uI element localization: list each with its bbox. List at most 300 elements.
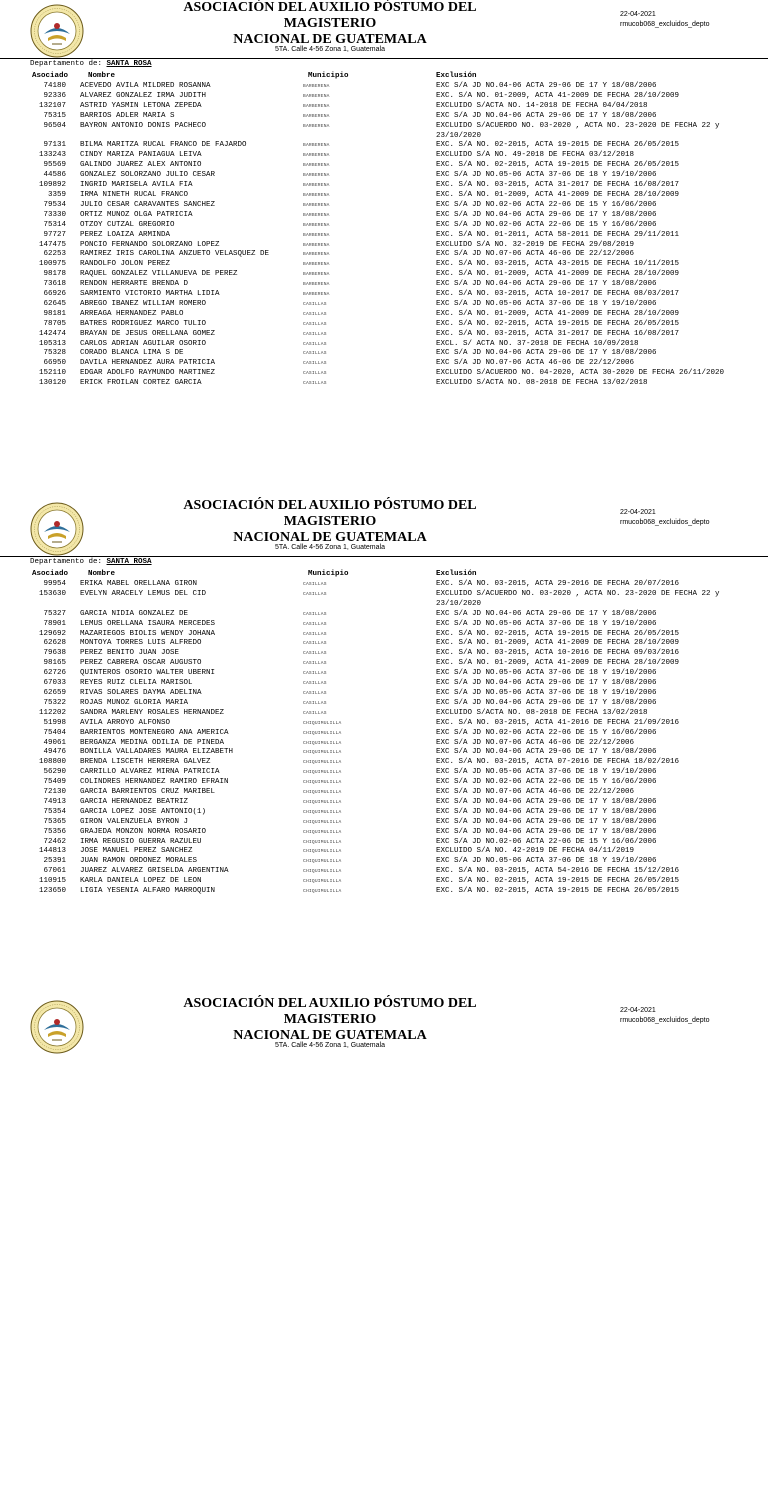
municipio: CASILLAS	[303, 621, 327, 627]
municipio: CHIQUIMULILLA	[303, 889, 342, 895]
table-row	[0, 250, 768, 260]
exclusion-detail: EXC. S/A NO. 01-2009, ACTA 41-2009 DE FECHA 28/10/2009	[436, 659, 680, 668]
exclusion-detail: EXC S/A JD NO.02-06 ACTA 22-06 DE 15 Y 16/06/2006	[436, 220, 657, 229]
table-row	[0, 649, 768, 659]
report-meta	[620, 1006, 710, 1026]
table-row	[0, 857, 768, 867]
municipio: CASILLAS	[303, 681, 327, 687]
exclusion-detail: EXCLUIDO S/ACTA NO. 14-2018 DE FECHA 04/04/2018	[436, 101, 648, 110]
municipio: CASILLAS	[303, 661, 327, 667]
exclusion-detail: EXC S/A JD NO.04-06 ACTA 29-06 DE 17 Y 18/08/2006	[436, 698, 657, 707]
table-row	[0, 669, 768, 679]
municipio: CHIQUIMULILLA	[303, 869, 342, 875]
municipio: CASILLAS	[303, 641, 327, 647]
member-name: ASTRID YASMIN LETONA ZEPEDA	[80, 101, 202, 110]
exclusion-detail: EXCLUIDO S/ACUERDO NO. 04-2020, ACTA 30-2020 DE FECHA 26/11/2020	[436, 369, 725, 378]
member-name: JOSE MANUEL PEREZ SANCHEZ	[80, 847, 193, 856]
member-name: ROJAS MUÑOZ GLORIA MARIA	[80, 698, 189, 707]
table-row	[0, 719, 768, 729]
member-name: GARCIA LOPEZ JOSE ANTONIO(1)	[80, 807, 207, 816]
exclusion-detail: EXC. S/A NO. 01-2009, ACTA 41-2009 DE FECHA 28/10/2009	[436, 639, 680, 648]
exclusion-detail: EXC S/A JD NO.04-06 ACTA 29-06 DE 17 Y 18/08/2006	[436, 210, 657, 219]
table-row	[0, 359, 768, 369]
municipio: BARBERENA	[303, 252, 330, 258]
table-row	[0, 310, 768, 320]
exclusion-detail: EXC S/A JD NO.07-06 ACTA 46-06 DE 22/12/2006	[436, 788, 635, 797]
member-id: 62726	[43, 669, 66, 678]
exclusion-detail: EXC. S/A NO. 01-2009, ACTA 41-2009 DE FECHA 28/10/2009	[436, 190, 680, 199]
header-divider	[0, 58, 768, 59]
municipio: CASILLAS	[303, 331, 327, 337]
member-name: AVILA ARROYO ALFONSO	[80, 718, 171, 727]
member-id: 75314	[43, 220, 66, 229]
municipio: CHIQUIMULILLA	[303, 760, 342, 766]
member-id: 75365	[43, 817, 66, 826]
member-name: JUAN RAMON ORDOÑEZ MORALES	[80, 857, 198, 866]
report-date: 22-04-2021	[620, 509, 656, 516]
exclusion-detail: EXC S/A JD NO.04-06 ACTA 29-06 DE 17 Y 18/08/2006	[436, 349, 657, 358]
member-id: 74180	[43, 82, 66, 90]
exclusion-detail: EXC S/A JD NO.02-06 ACTA 22-06 DE 15 Y 16/06/2006	[436, 728, 657, 737]
municipio: CASILLAS	[303, 381, 327, 387]
member-name: COLINDRES HERNANDEZ RAMIRO EFRAIN	[80, 778, 229, 787]
title-line: NACIONAL DE GUATEMALA	[233, 530, 427, 545]
exclusion-detail: EXCL. S/ ACTA NO. 37-2018 DE FECHA 10/09/2018	[436, 339, 639, 348]
member-id: 44586	[43, 171, 66, 180]
member-name: JUAREZ ALVAREZ GRISELDA ARGENTINA	[80, 867, 229, 876]
member-id: 97727	[43, 230, 66, 239]
member-id: 62645	[43, 299, 66, 308]
member-id: 74913	[43, 797, 66, 806]
municipio: CHIQUIMULILLA	[303, 730, 342, 736]
department-line	[30, 60, 152, 69]
exclusion-detail: EXC S/A JD NO.07-06 ACTA 46-06 DE 22/12/2006	[436, 738, 635, 747]
municipio: CHIQUIMULILLA	[303, 720, 342, 726]
table-row	[0, 161, 768, 171]
exclusion-detail: EXC. S/A NO. 03-2015, ACTA 07-2016 DE FECHA 18/02/2016	[436, 758, 680, 767]
exclusion-table	[0, 580, 768, 897]
table-row	[0, 102, 768, 112]
member-id: 75356	[43, 827, 66, 836]
municipio: CASILLAS	[303, 371, 327, 377]
report-address: 5TA. Calle 4-56 Zona 1, Guatemala	[275, 46, 385, 53]
member-id: 99954	[43, 580, 66, 588]
exclusion-detail: EXC S/A JD NO.07-06 ACTA 46-06 DE 22/12/2006	[436, 359, 635, 368]
member-name: CARLOS ADRIAN AGUILAR OSORIO	[80, 339, 207, 348]
member-name: GARCIA HERNANDEZ BEATRIZ	[80, 797, 189, 806]
exclusion-detail: EXC S/A JD NO.05-06 ACTA 37-06 DE 18 Y 19/10/2006	[436, 669, 657, 678]
member-name: BILMA MARITZA RUCAL FRANCO DE FAJARDO	[80, 141, 247, 150]
table-row	[0, 659, 768, 669]
exclusion-detail: EXC S/A JD NO.04-06 ACTA 29-06 DE 17 Y 18/08/2006	[436, 817, 657, 826]
municipio: CASILLAS	[303, 700, 327, 706]
member-name: GARCIA BARRIENTOS CRUZ MARIBEL	[80, 788, 216, 797]
member-id: 152110	[38, 369, 66, 378]
member-id: 95569	[43, 161, 66, 170]
member-name: BRAYAN DE JESUS ORELLANA GOMEZ	[80, 329, 216, 338]
table-row	[0, 808, 768, 818]
member-name: GRAJEDA MONZON NORMA ROSARIO	[80, 827, 207, 836]
member-id: 100975	[38, 260, 66, 269]
member-id: 109892	[38, 181, 66, 190]
member-id: 75327	[43, 609, 66, 618]
exclusion-detail: EXC S/A JD NO.05-06 ACTA 37-06 DE 18 Y 19/10/2006	[436, 857, 657, 866]
table-row	[0, 330, 768, 340]
exclusion-detail: EXC. S/A NO. 02-2015, ACTA 19-2015 DE FECHA 26/05/2015	[436, 161, 680, 170]
title-line: ASOCIACIÓN DEL AUXILIO PÓSTUMO DEL	[183, 0, 477, 15]
member-id: 49061	[43, 738, 66, 747]
table-row	[0, 679, 768, 689]
table-row	[0, 590, 768, 610]
municipio: CASILLAS	[303, 351, 327, 357]
table-row	[0, 788, 768, 798]
member-id: 142474	[38, 329, 66, 338]
municipio: CASILLAS	[303, 690, 327, 696]
exclusion-detail: EXC S/A JD NO.04-06 ACTA 29-06 DE 17 Y 18/08/2006	[436, 797, 657, 806]
member-name: QUINTEROS OSORIO WALTER UBERNI	[80, 669, 216, 678]
table-row	[0, 709, 768, 719]
exclusion-detail: EXC. S/A NO. 03-2015, ACTA 54-2016 DE FECHA 15/12/2016	[436, 867, 680, 876]
table-row	[0, 171, 768, 181]
member-id: 62659	[43, 688, 66, 697]
association-seal-icon	[30, 502, 84, 556]
table-row	[0, 112, 768, 122]
member-name: CORADO BLANCA LIMA S DE	[80, 349, 184, 358]
title-line: MAGISTERIO	[283, 514, 377, 529]
table-row	[0, 758, 768, 768]
member-id: 62628	[43, 639, 66, 648]
column-header-municipio: Municipio	[308, 72, 349, 80]
exclusion-detail: EXC. S/A NO. 02-2015, ACTA 19-2015 DE FECHA 26/05/2015	[436, 319, 680, 328]
report-page	[0, 498, 768, 996]
member-id: 75354	[43, 807, 66, 816]
table-row	[0, 231, 768, 241]
municipio: CHIQUIMULILLA	[303, 819, 342, 825]
municipio: CASILLAS	[303, 710, 327, 716]
exclusion-detail: EXC. S/A NO. 02-2015, ACTA 19-2015 DE FECHA 26/05/2015	[436, 887, 680, 896]
municipio: CASILLAS	[303, 341, 327, 347]
exclusion-detail: EXC S/A JD NO.02-06 ACTA 22-06 DE 15 Y 16/06/2006	[436, 837, 657, 846]
municipio: BARBERENA	[303, 173, 330, 179]
member-name: RANDOLFO JOLON PEREZ	[80, 260, 171, 269]
table-row	[0, 300, 768, 310]
municipio: CHIQUIMULILLA	[303, 790, 342, 796]
member-id: 79534	[43, 200, 66, 209]
exclusion-detail: EXC. S/A NO. 02-2015, ACTA 19-2015 DE FECHA 26/05/2015	[436, 141, 680, 150]
municipio: CHIQUIMULILLA	[303, 879, 342, 885]
exclusion-detail: EXC. S/A NO. 02-2015, ACTA 19-2015 DE FECHA 26/05/2015	[436, 877, 680, 886]
member-id: 98165	[43, 659, 66, 668]
table-row	[0, 349, 768, 359]
member-name: PEREZ BENITO JUAN JOSE	[80, 649, 180, 658]
column-header-id: Asociado	[32, 570, 69, 578]
member-name: BATRES RODRIGUEZ MARCO TULIO	[80, 319, 207, 328]
exclusion-table	[0, 82, 768, 389]
municipio: BARBERENA	[303, 93, 330, 99]
municipio: CASILLAS	[303, 361, 327, 367]
member-id: 123650	[38, 887, 66, 896]
member-id: 153630	[38, 589, 66, 598]
title-line: MAGISTERIO	[283, 1012, 377, 1027]
exclusion-detail: EXC S/A JD NO.04-06 ACTA 29-06 DE 17 Y 18/08/2006	[436, 679, 657, 688]
member-name: LEMUS ORELLANA ISAURA MERCEDES	[80, 619, 216, 628]
association-seal-icon	[30, 4, 84, 58]
member-name: PEREZ LOAIZA ARMINDA	[80, 230, 171, 239]
member-name: EDGAR ADOLFO RAYMUNDO MARTINEZ	[80, 369, 216, 378]
municipio: CHIQUIMULILLA	[303, 750, 342, 756]
member-id: 92336	[43, 91, 66, 100]
member-id: 62253	[43, 250, 66, 259]
table-row	[0, 689, 768, 699]
table-row	[0, 748, 768, 758]
exclusion-detail: EXCLUIDO S/ACTA NO. 08-2018 DE FECHA 13/02/2018	[436, 379, 648, 388]
member-id: 112202	[38, 708, 66, 717]
report-title	[170, 996, 490, 1044]
table-row	[0, 877, 768, 887]
member-id: 78901	[43, 619, 66, 628]
exclusion-detail: EXC. S/A NO. 03-2015, ACTA 10-2016 DE FECHA 09/03/2016	[436, 649, 680, 658]
table-row	[0, 290, 768, 300]
table-row	[0, 620, 768, 630]
member-id: 105313	[38, 339, 66, 348]
department-line	[30, 558, 152, 567]
member-name: REYES RUIZ CLELIA MARISOL	[80, 679, 193, 688]
member-name: GONZALEZ SOLORZANO JULIO CESAR	[80, 171, 216, 180]
member-id: 75315	[43, 111, 66, 120]
table-row	[0, 82, 768, 92]
municipio: CHIQUIMULILLA	[303, 849, 342, 855]
report-id: rmucob068_excluidos_depto	[620, 519, 710, 526]
member-name: PEREZ CABRERA OSCAR AUGUSTO	[80, 659, 202, 668]
table-row	[0, 379, 768, 389]
municipio: CHIQUIMULILLA	[303, 829, 342, 835]
table-row	[0, 887, 768, 897]
title-line: MAGISTERIO	[283, 16, 377, 31]
column-header-id: Asociado	[32, 72, 69, 80]
exclusion-detail: EXC. S/A NO. 01-2009, ACTA 41-2009 DE FECHA 28/10/2009	[436, 309, 680, 318]
report-meta	[620, 10, 710, 30]
member-name: ACEVEDO AVILA MILDRED ROSANNA	[80, 82, 211, 90]
report-address: 5TA. Calle 4-56 Zona 1, Guatemala	[275, 544, 385, 551]
member-id: 66950	[43, 359, 66, 368]
report-page	[0, 0, 768, 498]
table-row	[0, 847, 768, 857]
table-row	[0, 320, 768, 330]
municipio: CASILLAS	[303, 321, 327, 327]
member-id: 96504	[43, 121, 66, 130]
member-name: BERGANZA MEDINA ODILIA DE PINEDA	[80, 738, 225, 747]
member-name: RAQUEL GONZALEZ VILLANUEVA DE PEREZ	[80, 270, 238, 279]
municipio: BARBERENA	[303, 84, 330, 89]
association-seal-icon	[30, 1000, 84, 1054]
table-row	[0, 260, 768, 270]
exclusion-detail: EXC S/A JD NO.05-06 ACTA 37-06 DE 18 Y 19/10/2006	[436, 171, 657, 180]
member-id: 78705	[43, 319, 66, 328]
municipio: CASILLAS	[303, 631, 327, 637]
member-name: ARREAGA HERNANDEZ PABLO	[80, 309, 184, 318]
exclusion-detail: EXC. S/A NO. 01-2009, ACTA 41-2009 DE FECHA 28/10/2009	[436, 91, 680, 100]
exclusion-detail: EXC. S/A NO. 03-2015, ACTA 41-2016 DE FECHA 21/09/2016	[436, 718, 680, 727]
header-divider	[0, 556, 768, 557]
municipio: BARBERENA	[303, 272, 330, 278]
table-row	[0, 280, 768, 290]
member-id: 147475	[38, 240, 66, 249]
exclusion-detail: EXCLUIDO S/ACUERDO NO. 03-2020 , ACTA NO. 23-2020 DE FECHA 22 y 23/10/2020	[436, 121, 720, 140]
municipio: CHIQUIMULILLA	[303, 770, 342, 776]
table-row	[0, 729, 768, 739]
report-id: rmucob068_excluidos_depto	[620, 1017, 710, 1024]
table-row	[0, 630, 768, 640]
member-name: RIVAS SOLARES DAYMA ADELINA	[80, 688, 202, 697]
member-name: GALINDO JUAREZ ALEX ANTONIO	[80, 161, 202, 170]
exclusion-detail: EXC S/A JD NO.04-06 ACTA 29-06 DE 17 Y 18/08/2006	[436, 827, 657, 836]
member-name: ERIKA MABEL ORELLANA GIRON	[80, 580, 198, 588]
municipio: BARBERENA	[303, 242, 330, 248]
report-title	[170, 0, 490, 48]
table-row	[0, 211, 768, 221]
member-id: 130120	[38, 379, 66, 388]
member-name: KARLA DANIELA LOPEZ DE LEON	[80, 877, 202, 886]
exclusion-detail: EXCLUIDO S/A NO. 49-2018 DE FECHA 03/12/2018	[436, 151, 635, 160]
exclusion-detail: EXC S/A JD NO.07-06 ACTA 46-06 DE 22/12/2006	[436, 250, 635, 259]
table-row	[0, 369, 768, 379]
municipio: CASILLAS	[303, 591, 327, 597]
table-row	[0, 838, 768, 848]
municipio: BARBERENA	[303, 123, 330, 129]
exclusion-detail: EXC S/A JD NO.02-06 ACTA 22-06 DE 15 Y 16/06/2006	[436, 200, 657, 209]
member-id: 72130	[43, 788, 66, 797]
member-id: 129692	[38, 629, 66, 638]
member-name: BRENDA LISCETH HERRERA GALVEZ	[80, 758, 211, 767]
municipio: CASILLAS	[303, 651, 327, 657]
table-row	[0, 610, 768, 620]
exclusion-detail: EXCLUIDO S/ACUERDO NO. 03-2020 , ACTA NO. 23-2020 DE FECHA 22 y 23/10/2020	[436, 589, 720, 608]
member-name: SARMIENTO VICTORIO MARTHA LIDIA	[80, 290, 220, 299]
table-row	[0, 92, 768, 102]
report-id: rmucob068_excluidos_depto	[620, 21, 710, 28]
municipio: CHIQUIMULILLA	[303, 809, 342, 815]
report-title	[170, 498, 490, 546]
member-name: RENDON HERRARTE BRENDA D	[80, 280, 189, 289]
exclusion-detail: EXC S/A JD NO.05-06 ACTA 37-06 DE 18 Y 19/10/2006	[436, 619, 657, 628]
municipio: CHIQUIMULILLA	[303, 780, 342, 786]
member-id: 73330	[43, 210, 66, 219]
member-id: 51998	[43, 718, 66, 727]
department-label: Departamento de:	[30, 558, 103, 566]
exclusion-detail: EXC. S/A NO. 01-2011, ACTA 58-2011 DE FECHA 29/11/2011	[436, 230, 680, 239]
exclusion-detail: EXC S/A JD NO.04-06 ACTA 29-06 DE 17 Y 18/08/2006	[436, 609, 657, 618]
table-row	[0, 798, 768, 808]
title-line: ASOCIACIÓN DEL AUXILIO PÓSTUMO DEL	[183, 996, 477, 1011]
municipio: BARBERENA	[303, 262, 330, 268]
member-name: LIGIA YESENIA ALFARO MARROQUIN	[80, 887, 216, 896]
member-id: 49476	[43, 748, 66, 757]
member-name: DAVILA HERNANDEZ AURA PATRICIA	[80, 359, 216, 368]
title-line: NACIONAL DE GUATEMALA	[233, 1028, 427, 1043]
table-row	[0, 867, 768, 877]
member-name: BONILLA VALLADARES MAURA ELIZABETH	[80, 748, 234, 757]
member-id: 108800	[38, 758, 66, 767]
table-row	[0, 191, 768, 201]
municipio: BARBERENA	[303, 113, 330, 119]
exclusion-detail: EXC. S/A NO. 03-2015, ACTA 10-2017 DE FECHA 08/03/2017	[436, 290, 680, 299]
column-header-exclusion: Exclusión	[436, 570, 477, 578]
table-row	[0, 270, 768, 280]
member-id: 97131	[43, 141, 66, 150]
column-header-name: Nombre	[88, 570, 116, 578]
exclusion-detail: EXC S/A JD NO.05-06 ACTA 37-06 DE 18 Y 19/10/2006	[436, 768, 657, 777]
table-row	[0, 699, 768, 709]
table-row	[0, 241, 768, 251]
table-row	[0, 141, 768, 151]
member-id: 66926	[43, 290, 66, 299]
exclusion-detail: EXC S/A JD NO.05-06 ACTA 37-06 DE 18 Y 19/10/2006	[436, 299, 657, 308]
municipio: BARBERENA	[303, 192, 330, 198]
municipio: BARBERENA	[303, 153, 330, 159]
member-name: PONCIO FERNANDO SOLORZANO LOPEZ	[80, 240, 220, 249]
member-name: ORTIZ MUÑOZ OLGA PATRICIA	[80, 210, 193, 219]
municipio: CASILLAS	[303, 671, 327, 677]
municipio: CASILLAS	[303, 301, 327, 307]
department-label: Departamento de:	[30, 60, 103, 68]
column-header-exclusion: Exclusión	[436, 72, 477, 80]
member-name: IRMA NINETH RUCAL FRANCO	[80, 190, 189, 199]
member-id: 79638	[43, 649, 66, 658]
member-name: MAZARIEGOS BIOLIS WENDY JOHANA	[80, 629, 216, 638]
member-id: 132107	[38, 101, 66, 110]
member-id: 133243	[38, 151, 66, 160]
member-name: BAYRON ANTONIO DONIS PACHECO	[80, 121, 207, 130]
report-meta	[620, 508, 710, 528]
member-id: 75328	[43, 349, 66, 358]
municipio: BARBERENA	[303, 202, 330, 208]
member-id: 75322	[43, 698, 66, 707]
municipio: BARBERENA	[303, 163, 330, 169]
municipio: BARBERENA	[303, 282, 330, 288]
table-row	[0, 221, 768, 231]
report-date: 22-04-2021	[620, 11, 656, 18]
exclusion-detail: EXCLUIDO S/A NO. 32-2019 DE FECHA 29/08/2019	[436, 240, 635, 249]
table-row	[0, 778, 768, 788]
title-line: NACIONAL DE GUATEMALA	[233, 32, 427, 47]
exclusion-detail: EXC S/A JD NO.04-06 ACTA 29-06 DE 17 Y 18/08/2006	[436, 807, 657, 816]
member-name: BARRIENTOS MONTENEGRO ANA AMERICA	[80, 728, 229, 737]
exclusion-detail: EXC. S/A NO. 03-2015, ACTA 31-2017 DE FECHA 16/08/2017	[436, 181, 680, 190]
exclusion-detail: EXC S/A JD NO.02-06 ACTA 22-06 DE 15 Y 16/06/2006	[436, 778, 657, 787]
municipio: CHIQUIMULILLA	[303, 859, 342, 865]
member-id: 75404	[43, 728, 66, 737]
exclusion-detail: EXC. S/A NO. 03-2015, ACTA 29-2016 DE FECHA 20/07/2016	[436, 580, 680, 588]
member-name: INGRID MARISELA AVILA FIA	[80, 181, 193, 190]
exclusion-detail: EXC S/A JD NO.04-06 ACTA 29-06 DE 17 Y 18/08/2006	[436, 82, 657, 90]
exclusion-detail: EXC S/A JD NO.04-06 ACTA 29-06 DE 17 Y 18/08/2006	[436, 748, 657, 757]
member-name: ABREGO IBAÑEZ WILLIAM ROMERO	[80, 299, 207, 308]
member-name: EVELYN ARACELY LEMUS DEL CID	[80, 589, 207, 598]
municipio: BARBERENA	[303, 212, 330, 218]
report-address: 5TA. Calle 4-56 Zona 1, Guatemala	[275, 1042, 385, 1049]
municipio: CHIQUIMULILLA	[303, 799, 342, 805]
exclusion-detail: EXCLUIDO S/A NO. 42-2019 DE FECHA 04/11/2019	[436, 847, 635, 856]
department-value: SANTA ROSA	[106, 60, 152, 68]
member-name: RAMIREZ IRIS CAROLINA ANZUETO VELASQUEZ DE	[80, 250, 270, 259]
exclusion-detail: EXC S/A JD NO.04-06 ACTA 29-06 DE 17 Y 18/08/2006	[436, 111, 657, 120]
table-row	[0, 580, 768, 590]
municipio: CASILLAS	[303, 582, 327, 587]
exclusion-detail: EXC S/A JD NO.05-06 ACTA 37-06 DE 18 Y 19/10/2006	[436, 688, 657, 697]
member-name: GIRON VALENZUELA BYRON J	[80, 817, 189, 826]
member-id: 110915	[38, 877, 66, 886]
municipio: CASILLAS	[303, 611, 327, 617]
